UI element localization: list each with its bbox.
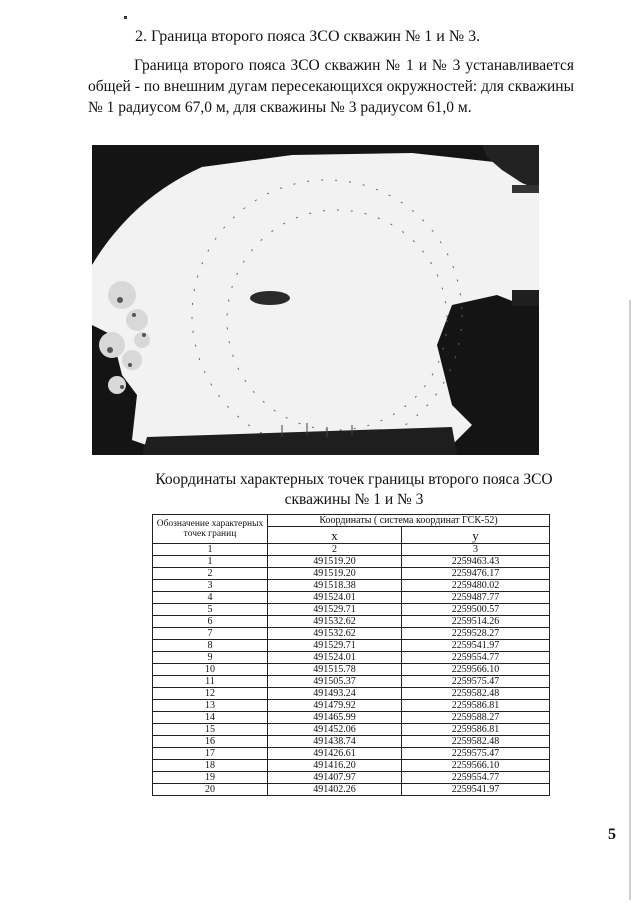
y-cell: 2259463.43 — [401, 556, 549, 568]
x-cell: 491529.71 — [268, 604, 402, 616]
aerial-photo — [92, 145, 539, 455]
x-cell: 491426.61 — [268, 748, 402, 760]
index-cell: 2 — [268, 544, 402, 556]
x-cell: 491524.01 — [268, 592, 402, 604]
point-cell: 8 — [153, 640, 268, 652]
table-row — [153, 616, 550, 628]
point-cell: 17 — [153, 748, 268, 760]
paragraph-text: Граница второго пояса ЗСО скважин № 1 и № 3 устанавливается общей - по внешним дугам пересекающихся окружностей: для скважины № 1 радиусом 67,0 м, для скважины № 3 радиусом 61,0 м. — [88, 57, 574, 116]
point-cell: 6 — [153, 616, 268, 628]
x-cell: 491532.62 — [268, 616, 402, 628]
x-cell: 491479.92 — [268, 700, 402, 712]
coordinates-table — [152, 514, 550, 796]
x-cell: 491402.26 — [268, 784, 402, 796]
x-cell: 491519.20 — [268, 556, 402, 568]
section-heading: 2. Граница второго пояса ЗСО скважин № 1 и № 3. — [135, 28, 481, 45]
point-cell: 12 — [153, 688, 268, 700]
y-cell: 2259554.77 — [401, 652, 549, 664]
y-cell: 2259487.77 — [401, 592, 549, 604]
point-cell: 14 — [153, 712, 268, 724]
table-row — [153, 556, 550, 568]
point-cell: 13 — [153, 700, 268, 712]
y-cell: 2259575.47 — [401, 748, 549, 760]
x-cell: 491452.06 — [268, 724, 402, 736]
table-row — [153, 748, 550, 760]
table-title: Координаты характерных точек границы второго пояса ЗСО скважины № 1 и № 3 — [155, 471, 553, 508]
col-header-points: Обозначение характерных точек границ — [153, 515, 268, 544]
x-cell: 491518.38 — [268, 580, 402, 592]
point-cell: 19 — [153, 772, 268, 784]
y-cell: 2259480.02 — [401, 580, 549, 592]
y-cell: 2259554.77 — [401, 772, 549, 784]
table-row — [153, 688, 550, 700]
index-cell: 1 — [153, 544, 268, 556]
x-cell: 491515.78 — [268, 664, 402, 676]
page-number: 5 — [608, 826, 616, 843]
table-row — [153, 580, 550, 592]
y-cell: 2259541.97 — [401, 640, 549, 652]
section-paragraph — [88, 55, 574, 118]
x-cell: 491505.37 — [268, 676, 402, 688]
y-cell: 2259566.10 — [401, 760, 549, 772]
y-cell: 2259528.27 — [401, 628, 549, 640]
point-cell: 20 — [153, 784, 268, 796]
point-cell: 4 — [153, 592, 268, 604]
table-row — [153, 652, 550, 664]
table-row — [153, 736, 550, 748]
table-row — [153, 784, 550, 796]
y-cell: 2259582.48 — [401, 736, 549, 748]
x-cell: 491529.71 — [268, 640, 402, 652]
x-cell: 491519.20 — [268, 568, 402, 580]
x-cell: 491532.62 — [268, 628, 402, 640]
point-cell: 15 — [153, 724, 268, 736]
x-cell: 491465.99 — [268, 712, 402, 724]
index-cell: 3 — [401, 544, 549, 556]
y-cell: 2259588.27 — [401, 712, 549, 724]
y-cell: 2259514.26 — [401, 616, 549, 628]
table-row — [153, 772, 550, 784]
table-row — [153, 568, 550, 580]
col-header-x: х — [268, 527, 402, 544]
table-row — [153, 700, 550, 712]
table-row — [153, 712, 550, 724]
point-cell: 7 — [153, 628, 268, 640]
point-cell: 3 — [153, 580, 268, 592]
y-cell: 2259575.47 — [401, 676, 549, 688]
x-cell: 491416.20 — [268, 760, 402, 772]
x-cell: 491407.97 — [268, 772, 402, 784]
y-cell: 2259586.81 — [401, 700, 549, 712]
col-header-y: у — [401, 527, 549, 544]
table-row — [153, 628, 550, 640]
y-cell: 2259582.48 — [401, 688, 549, 700]
point-cell: 18 — [153, 760, 268, 772]
col-header-coords: Координаты ( система координат ГСК-52) — [268, 515, 550, 527]
y-cell: 2259566.10 — [401, 664, 549, 676]
y-cell: 2259541.97 — [401, 784, 549, 796]
table-row — [153, 724, 550, 736]
point-cell: 16 — [153, 736, 268, 748]
point-cell: 2 — [153, 568, 268, 580]
table-row — [153, 760, 550, 772]
scan-edge-line — [629, 300, 631, 900]
point-cell: 11 — [153, 676, 268, 688]
point-cell: 10 — [153, 664, 268, 676]
point-cell: 5 — [153, 604, 268, 616]
table-row — [153, 592, 550, 604]
x-cell: 491438.74 — [268, 736, 402, 748]
table-row — [153, 640, 550, 652]
y-cell: 2259500.57 — [401, 604, 549, 616]
x-cell: 491524.01 — [268, 652, 402, 664]
table-row — [153, 676, 550, 688]
x-cell: 491493.24 — [268, 688, 402, 700]
scan-artifact-dot — [124, 16, 127, 19]
table-row — [153, 664, 550, 676]
table-row — [153, 604, 550, 616]
point-cell: 9 — [153, 652, 268, 664]
y-cell: 2259586.81 — [401, 724, 549, 736]
y-cell: 2259476.17 — [401, 568, 549, 580]
point-cell: 1 — [153, 556, 268, 568]
